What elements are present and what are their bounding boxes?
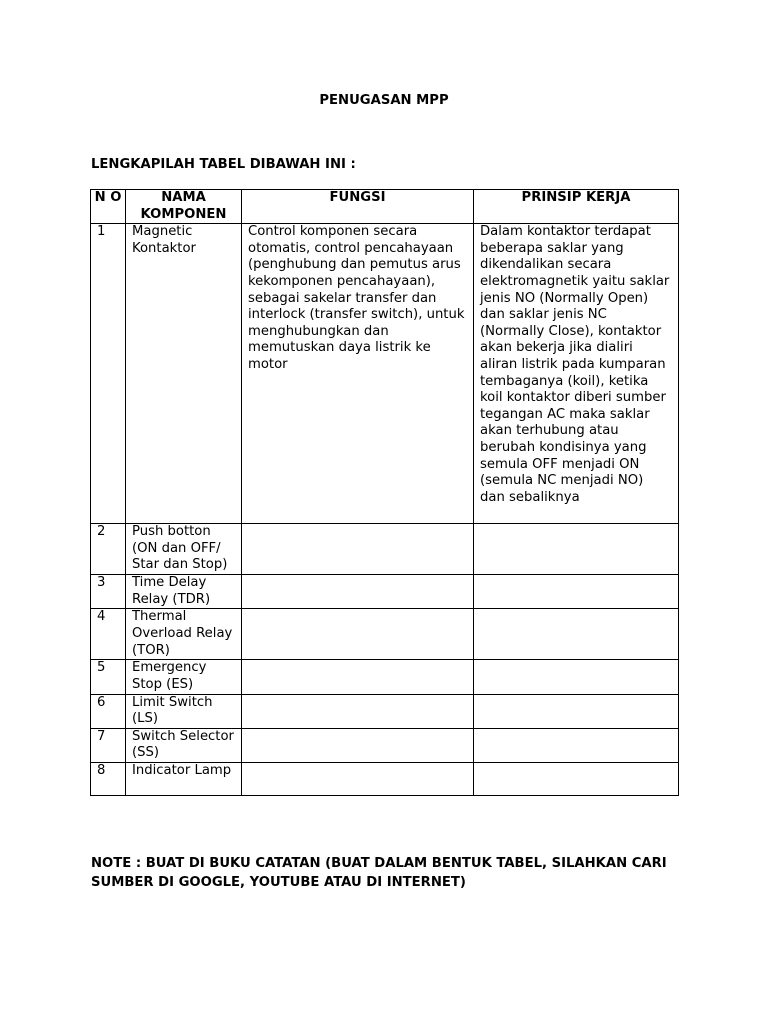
cell-prinsip-kerja: Dalam kontaktor terdapat beberapa saklar yang dikendalikan secara elektromagnetik yaitu saklar jenis NO (Normally Open) dan saklar jenis NC (Normally Close), kontaktor akan bekerja jika dialiri aliran listrik pada kumparan tembaganya (koil), ketika koil kontaktor diberi sumber tegangan AC maka saklar akan terhubung atau berubah kondisinya yang semula OFF menjadi ON (semula NC menjadi NO) dan sebaliknya [474, 224, 679, 524]
cell-fungsi [242, 575, 474, 609]
table-header-row [91, 190, 679, 224]
cell-no: 5 [91, 660, 126, 694]
instruction-text: LENGKAPILAH TABEL DIBAWAH INI : [91, 157, 356, 172]
cell-no: 2 [91, 524, 126, 575]
cell-no: 7 [91, 728, 126, 762]
table-row [91, 609, 679, 660]
cell-prinsip-kerja [474, 694, 679, 728]
table-row [91, 524, 679, 575]
cell-nama-komponen: Time Delay Relay (TDR) [126, 575, 242, 609]
table-row [91, 728, 679, 762]
header-fungsi: FUNGSI [242, 190, 474, 224]
cell-no: 8 [91, 762, 126, 795]
cell-no: 4 [91, 609, 126, 660]
page-title: PENUGASAN MPP [319, 93, 449, 108]
note-text: NOTE : BUAT DI BUKU CATATAN (BUAT DALAM BENTUK TABEL, SILAHKAN CARI SUMBER DI GOOGLE, YOUTUBE ATAU DI INTERNET) [91, 856, 667, 890]
header-no: N O [91, 190, 126, 224]
cell-fungsi [242, 728, 474, 762]
cell-fungsi [242, 694, 474, 728]
cell-nama-komponen: Magnetic Kontaktor [126, 224, 242, 524]
cell-prinsip-kerja [474, 762, 679, 795]
cell-nama-komponen: Switch Selector (SS) [126, 728, 242, 762]
cell-nama-komponen: Limit Switch (LS) [126, 694, 242, 728]
table-row [91, 694, 679, 728]
cell-nama-komponen: Indicator Lamp [126, 762, 242, 795]
cell-nama-komponen: Push botton (ON dan OFF/ Star dan Stop) [126, 524, 242, 575]
cell-fungsi [242, 660, 474, 694]
component-table [90, 189, 679, 796]
cell-no: 1 [91, 224, 126, 524]
cell-fungsi [242, 762, 474, 795]
cell-no: 3 [91, 575, 126, 609]
table-row [91, 762, 679, 795]
cell-prinsip-kerja [474, 660, 679, 694]
cell-fungsi [242, 609, 474, 660]
cell-nama-komponen: Thermal Overload Relay (TOR) [126, 609, 242, 660]
cell-fungsi [242, 524, 474, 575]
cell-nama-komponen: Emergency Stop (ES) [126, 660, 242, 694]
cell-prinsip-kerja [474, 524, 679, 575]
table-row [91, 575, 679, 609]
cell-prinsip-kerja [474, 728, 679, 762]
table-row [91, 224, 679, 524]
header-nama-komponen: NAMA KOMPONEN [126, 190, 242, 224]
cell-prinsip-kerja [474, 609, 679, 660]
header-prinsip-kerja: PRINSIP KERJA [474, 190, 679, 224]
cell-no: 6 [91, 694, 126, 728]
cell-prinsip-kerja [474, 575, 679, 609]
cell-fungsi: Control komponen secara otomatis, control pencahayaan (penghubung dan pemutus arus kekomponen pencahayaan), sebagai sakelar transfer dan interlock (transfer switch), untuk menghubungkan dan memutuskan daya listrik ke motor [242, 224, 474, 524]
table-row [91, 660, 679, 694]
